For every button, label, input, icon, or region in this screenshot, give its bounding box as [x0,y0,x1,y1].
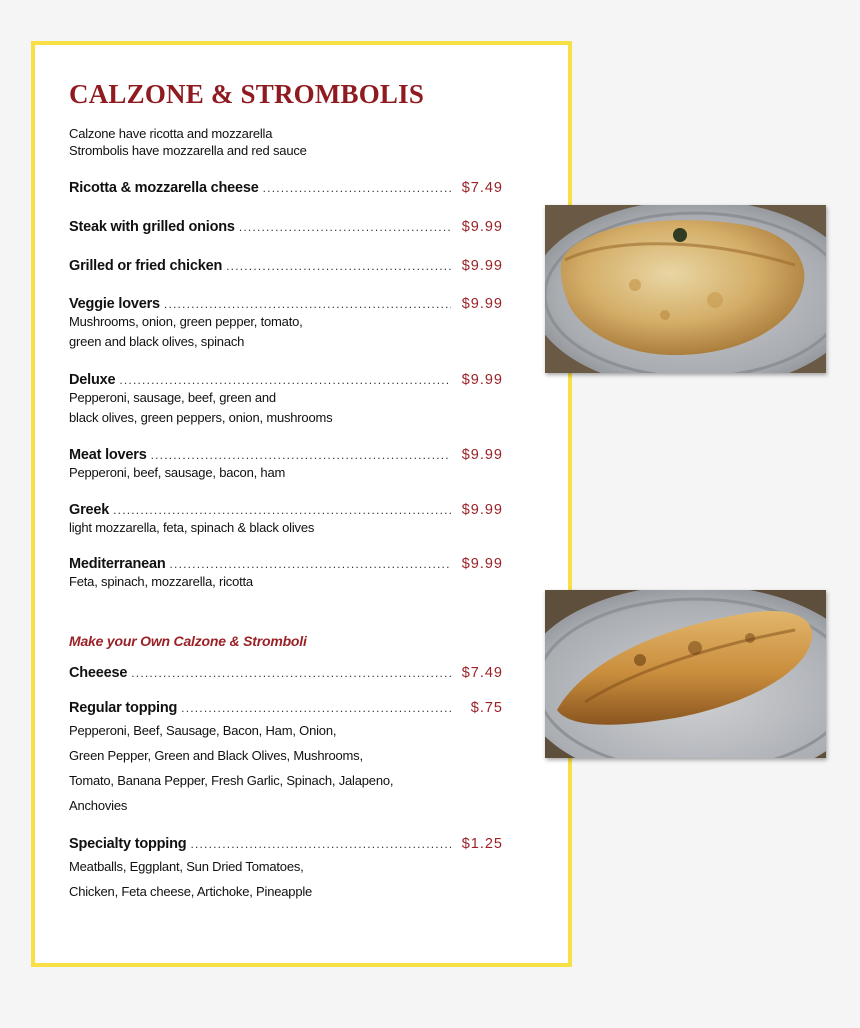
item-price: $9.99 [461,219,503,235]
item-name: Regular topping [69,700,178,716]
menu-item-veggie-lovers [69,296,503,352]
description-line: light mozzarella, feta, spinach & black olives [69,520,315,535]
browned-spot [707,292,723,308]
item-description [69,463,503,483]
item-name: Ricotta & mozzarella cheese [69,180,259,196]
leader-dots [113,503,451,517]
calzone-photo [545,205,826,373]
item-name: Deluxe [69,372,116,388]
description-line: Feta, spinach, mozzarella, ricotta [69,574,253,589]
menu-item-steak-grilled-onions [69,219,503,235]
item-description [69,718,503,818]
menu-item-mediterranean [69,556,503,592]
menu-item-regular-topping [69,700,503,818]
stromboli-illustration [545,590,826,758]
menu-item-grilled-fried-chicken [69,258,503,274]
item-price: $7.49 [461,180,503,196]
description-line: black olives, green peppers, onion, mushrooms [69,410,333,425]
item-description [69,388,503,428]
item-name: Steak with grilled onions [69,219,235,235]
menu-item-greek [69,502,503,538]
item-price: $7.49 [461,665,503,681]
item-description [69,312,503,352]
item-price: $9.99 [461,372,503,388]
description-line: Green Pepper, Green and Black Olives, Mushrooms, [69,748,363,763]
description-line: Tomato, Banana Pepper, Fresh Garlic, Spinach, Jalapeno, [69,773,394,788]
item-description [69,572,503,592]
item-price: $9.99 [461,502,503,518]
item-name: Greek [69,502,110,518]
leader-dots [151,448,451,462]
menu-item-deluxe [69,372,503,428]
leader-dots [170,557,451,571]
browned-spot [688,641,702,655]
description-line: Mushrooms, onion, green pepper, tomato, [69,314,303,329]
description-line: Anchovies [69,798,128,813]
olive-topping [673,228,687,242]
description-line: Chicken, Feta cheese, Artichoke, Pineapple [69,884,313,899]
calzone-illustration [545,205,826,373]
menu-item-cheese [69,665,503,681]
item-price: $9.99 [461,556,503,572]
item-name: Veggie lovers [69,296,160,312]
leader-dots [181,701,451,715]
item-description [69,854,503,904]
description-line: green and black olives, spinach [69,334,245,349]
leader-dots [263,181,451,195]
item-name: Grilled or fried chicken [69,258,223,274]
menu-item-meat-lovers [69,447,503,483]
item-price: $9.99 [461,258,503,274]
description-line: Pepperoni, beef, sausage, bacon, ham [69,465,286,480]
browned-spot [634,654,646,666]
menu-item-ricotta-mozzarella [69,180,503,196]
leader-dots [190,837,451,851]
menu-intro [69,125,307,159]
leader-dots [119,373,451,387]
item-price: $.75 [470,700,503,716]
item-name: Mediterranean [69,556,166,572]
item-price: $1.25 [461,836,503,852]
intro-line: Strombolis have mozzarella and red sauce [69,143,307,158]
item-price: $9.99 [461,296,503,312]
browned-spot [629,279,641,291]
browned-spot [660,310,670,320]
leader-dots [239,220,451,234]
intro-line: Calzone have ricotta and mozzarella [69,126,273,141]
item-price: $9.99 [461,447,503,463]
make-your-own-heading: Make your Own Calzone & Stromboli [69,633,307,649]
item-name: Specialty topping [69,836,187,852]
item-name: Cheeese [69,665,128,681]
description-line: Pepperoni, sausage, beef, green and [69,390,276,405]
browned-spot [745,633,755,643]
leader-dots [226,259,451,273]
description-line: Meatballs, Eggplant, Sun Dried Tomatoes, [69,859,304,874]
item-name: Meat lovers [69,447,147,463]
menu-item-specialty-topping [69,836,503,904]
stromboli-photo [545,590,826,758]
menu-title: CALZONE & STROMBOLIS [69,79,425,109]
description-line: Pepperoni, Beef, Sausage, Bacon, Ham, Onion, [69,723,337,738]
menu-card [31,41,572,967]
leader-dots [164,297,451,311]
item-description [69,518,503,538]
leader-dots [131,666,451,680]
